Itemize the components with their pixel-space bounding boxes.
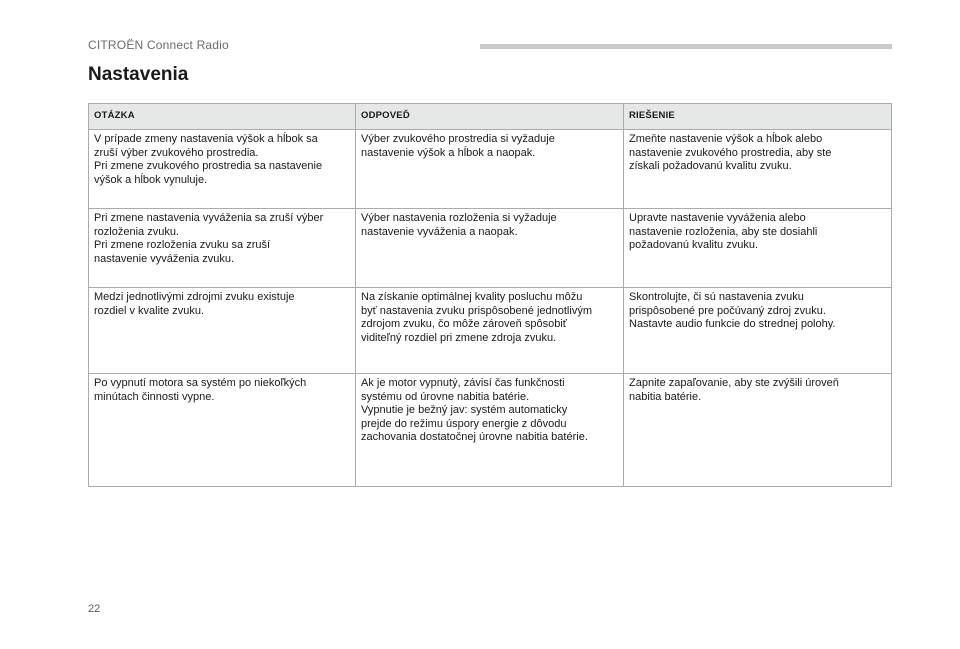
cell-line: rozloženia zvuku. bbox=[94, 225, 179, 238]
answer-cell bbox=[356, 130, 624, 209]
cell-line: Skontrolujte, či sú nastavenia zvuku bbox=[629, 291, 804, 303]
solution-cell bbox=[624, 374, 892, 487]
header-solution: RIEŠENIE bbox=[624, 104, 892, 130]
cell-line: požadovanú kvalitu zvuku. bbox=[629, 239, 759, 251]
cell-line: Výber zvukového prostredia si vyžaduje bbox=[361, 133, 555, 145]
cell-line: Ak je motor vypnutý, závisí čas funkčnosti bbox=[361, 377, 565, 389]
table-row bbox=[89, 374, 892, 487]
cell-line: Pri zmene rozloženia zvuku sa zruší bbox=[94, 239, 271, 251]
header-question: OTÁZKA bbox=[89, 104, 356, 130]
cell-line: nastavenie zvukového prostredia, aby ste bbox=[629, 146, 832, 159]
question-cell bbox=[89, 130, 356, 209]
cell-line: výšok a hĺbok vynuluje. bbox=[94, 173, 208, 186]
cell-line: Na získanie optimálnej kvality posluchu môžu bbox=[361, 291, 583, 303]
cell-line: Nastavte audio funkcie do strednej polohy. bbox=[629, 318, 836, 330]
header-answer: ODPOVEĎ bbox=[356, 104, 624, 130]
table-row bbox=[89, 209, 892, 288]
solution-cell bbox=[624, 130, 892, 209]
cell-line: nabitia batérie. bbox=[629, 390, 702, 403]
cell-line: rozdiel v kvalite zvuku. bbox=[94, 304, 205, 317]
cell-line: Vypnutie je bežný jav: systém automaticky bbox=[361, 404, 568, 416]
table-row bbox=[89, 288, 892, 374]
cell-line: zruší výber zvukového prostredia. bbox=[94, 146, 259, 159]
cell-line: Upravte nastavenie vyváženia alebo bbox=[629, 212, 806, 224]
cell-line: prispôsobené pre počúvaný zdroj zvuku. bbox=[629, 304, 826, 317]
page-number: 22 bbox=[88, 603, 101, 615]
cell-line: získali požadovanú kvalitu zvuku. bbox=[629, 160, 792, 172]
header-rule bbox=[480, 44, 892, 49]
brand-header: CITROËN Connect Radio bbox=[88, 38, 229, 52]
question-cell bbox=[89, 374, 356, 487]
answer-cell bbox=[356, 374, 624, 487]
cell-line: Pri zmene nastavenia vyváženia sa zruší výber bbox=[94, 212, 324, 224]
cell-line: nastavenie rozloženia, aby ste dosiahli bbox=[629, 225, 818, 238]
cell-line: nastavenie výšok a hĺbok a naopak. bbox=[361, 146, 536, 159]
question-cell bbox=[89, 288, 356, 374]
cell-line: V prípade zmeny nastavenia výšok a hĺbok sa bbox=[94, 133, 318, 145]
faq-table bbox=[88, 103, 892, 487]
solution-cell bbox=[624, 288, 892, 374]
cell-line: systému od úrovne nabitia batérie. bbox=[361, 390, 530, 403]
cell-line: Zmeňte nastavenie výšok a hĺbok alebo bbox=[629, 133, 823, 145]
cell-line: Zapnite zapaľovanie, aby ste zvýšili úroveň bbox=[629, 377, 839, 389]
cell-line: Výber nastavenia rozloženia si vyžaduje bbox=[361, 212, 557, 224]
answer-cell bbox=[356, 209, 624, 288]
cell-line: Po vypnutí motora sa systém po niekoľkých bbox=[94, 377, 307, 389]
cell-line: zachovania dostatočnej úrovne nabitia batérie. bbox=[361, 431, 588, 443]
cell-line: nastavenie vyváženia a naopak. bbox=[361, 225, 518, 238]
table-header-row bbox=[89, 104, 892, 130]
cell-line: minútach činnosti vypne. bbox=[94, 390, 215, 403]
answer-cell bbox=[356, 288, 624, 374]
question-cell bbox=[89, 209, 356, 288]
cell-line: zdrojom zvuku, čo môže zároveň spôsobiť bbox=[361, 318, 567, 330]
table-row bbox=[89, 130, 892, 209]
cell-line: Medzi jednotlivými zdrojmi zvuku existuje bbox=[94, 291, 295, 303]
page-title: Nastavenia bbox=[88, 64, 189, 85]
cell-line: viditeľný rozdiel pri zmene zdroja zvuku. bbox=[361, 331, 557, 344]
cell-line: prejde do režimu úspory energie z dôvodu bbox=[361, 417, 567, 430]
cell-line: byť nastavenia zvuku prispôsobené jednotlivým bbox=[361, 304, 592, 317]
cell-line: nastavenie vyváženia zvuku. bbox=[94, 252, 235, 265]
solution-cell bbox=[624, 209, 892, 288]
cell-line: Pri zmene zvukového prostredia sa nastavenie bbox=[94, 160, 323, 172]
